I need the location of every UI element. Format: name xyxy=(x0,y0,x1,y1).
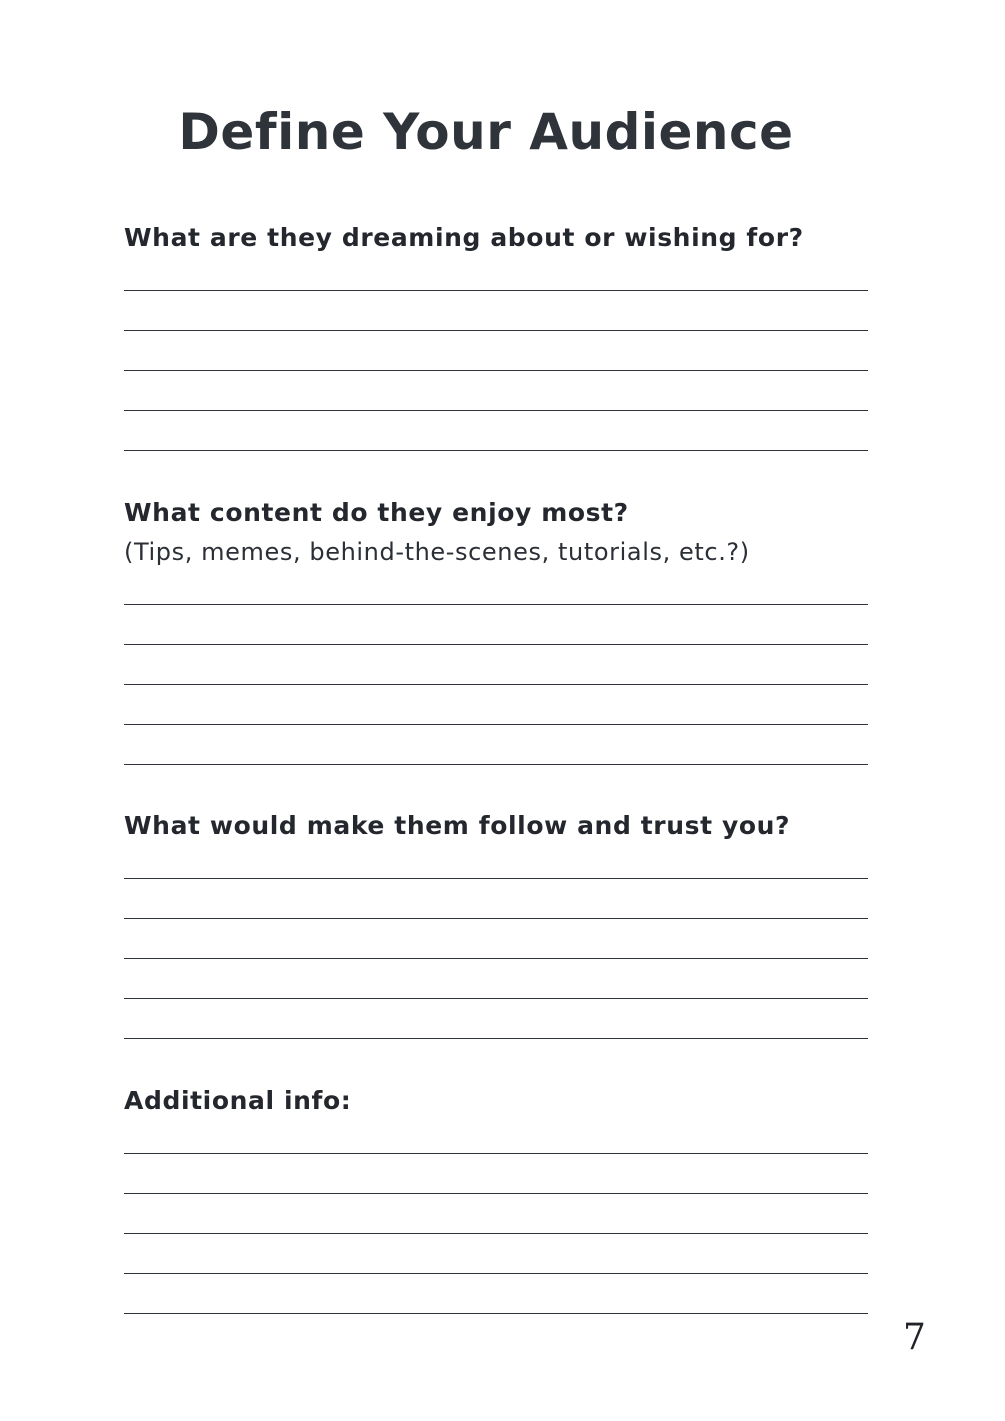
answer-line[interactable] xyxy=(124,1274,868,1314)
question-content-hint: (Tips, memes, behind-the-scenes, tutorials, etc.?) xyxy=(124,538,750,566)
answer-line[interactable] xyxy=(124,999,868,1039)
answer-line[interactable] xyxy=(124,605,868,645)
answer-line[interactable] xyxy=(124,291,868,331)
answer-lines-additional-info[interactable] xyxy=(124,1114,868,1314)
answer-line[interactable] xyxy=(124,839,868,879)
answer-line[interactable] xyxy=(124,685,868,725)
answer-lines-content[interactable] xyxy=(124,565,868,765)
question-additional-info: Additional info: xyxy=(124,1086,352,1115)
answer-line[interactable] xyxy=(124,1234,868,1274)
page-number: 7 xyxy=(903,1317,926,1358)
answer-lines-trust[interactable] xyxy=(124,839,868,1039)
answer-line[interactable] xyxy=(124,411,868,451)
question-trust: What would make them follow and trust you? xyxy=(124,811,791,840)
answer-line[interactable] xyxy=(124,959,868,999)
answer-line[interactable] xyxy=(124,725,868,765)
answer-line[interactable] xyxy=(124,645,868,685)
answer-line[interactable] xyxy=(124,371,868,411)
answer-line[interactable] xyxy=(124,1114,868,1154)
answer-line[interactable] xyxy=(124,919,868,959)
answer-line[interactable] xyxy=(124,1154,868,1194)
answer-line[interactable] xyxy=(124,879,868,919)
page-title: Define Your Audience xyxy=(178,103,794,161)
answer-line[interactable] xyxy=(124,565,868,605)
answer-lines-dreams[interactable] xyxy=(124,251,868,451)
answer-line[interactable] xyxy=(124,331,868,371)
question-content: What content do they enjoy most? xyxy=(124,498,629,527)
answer-line[interactable] xyxy=(124,251,868,291)
answer-line[interactable] xyxy=(124,1194,868,1234)
question-dreams: What are they dreaming about or wishing for? xyxy=(124,223,804,252)
